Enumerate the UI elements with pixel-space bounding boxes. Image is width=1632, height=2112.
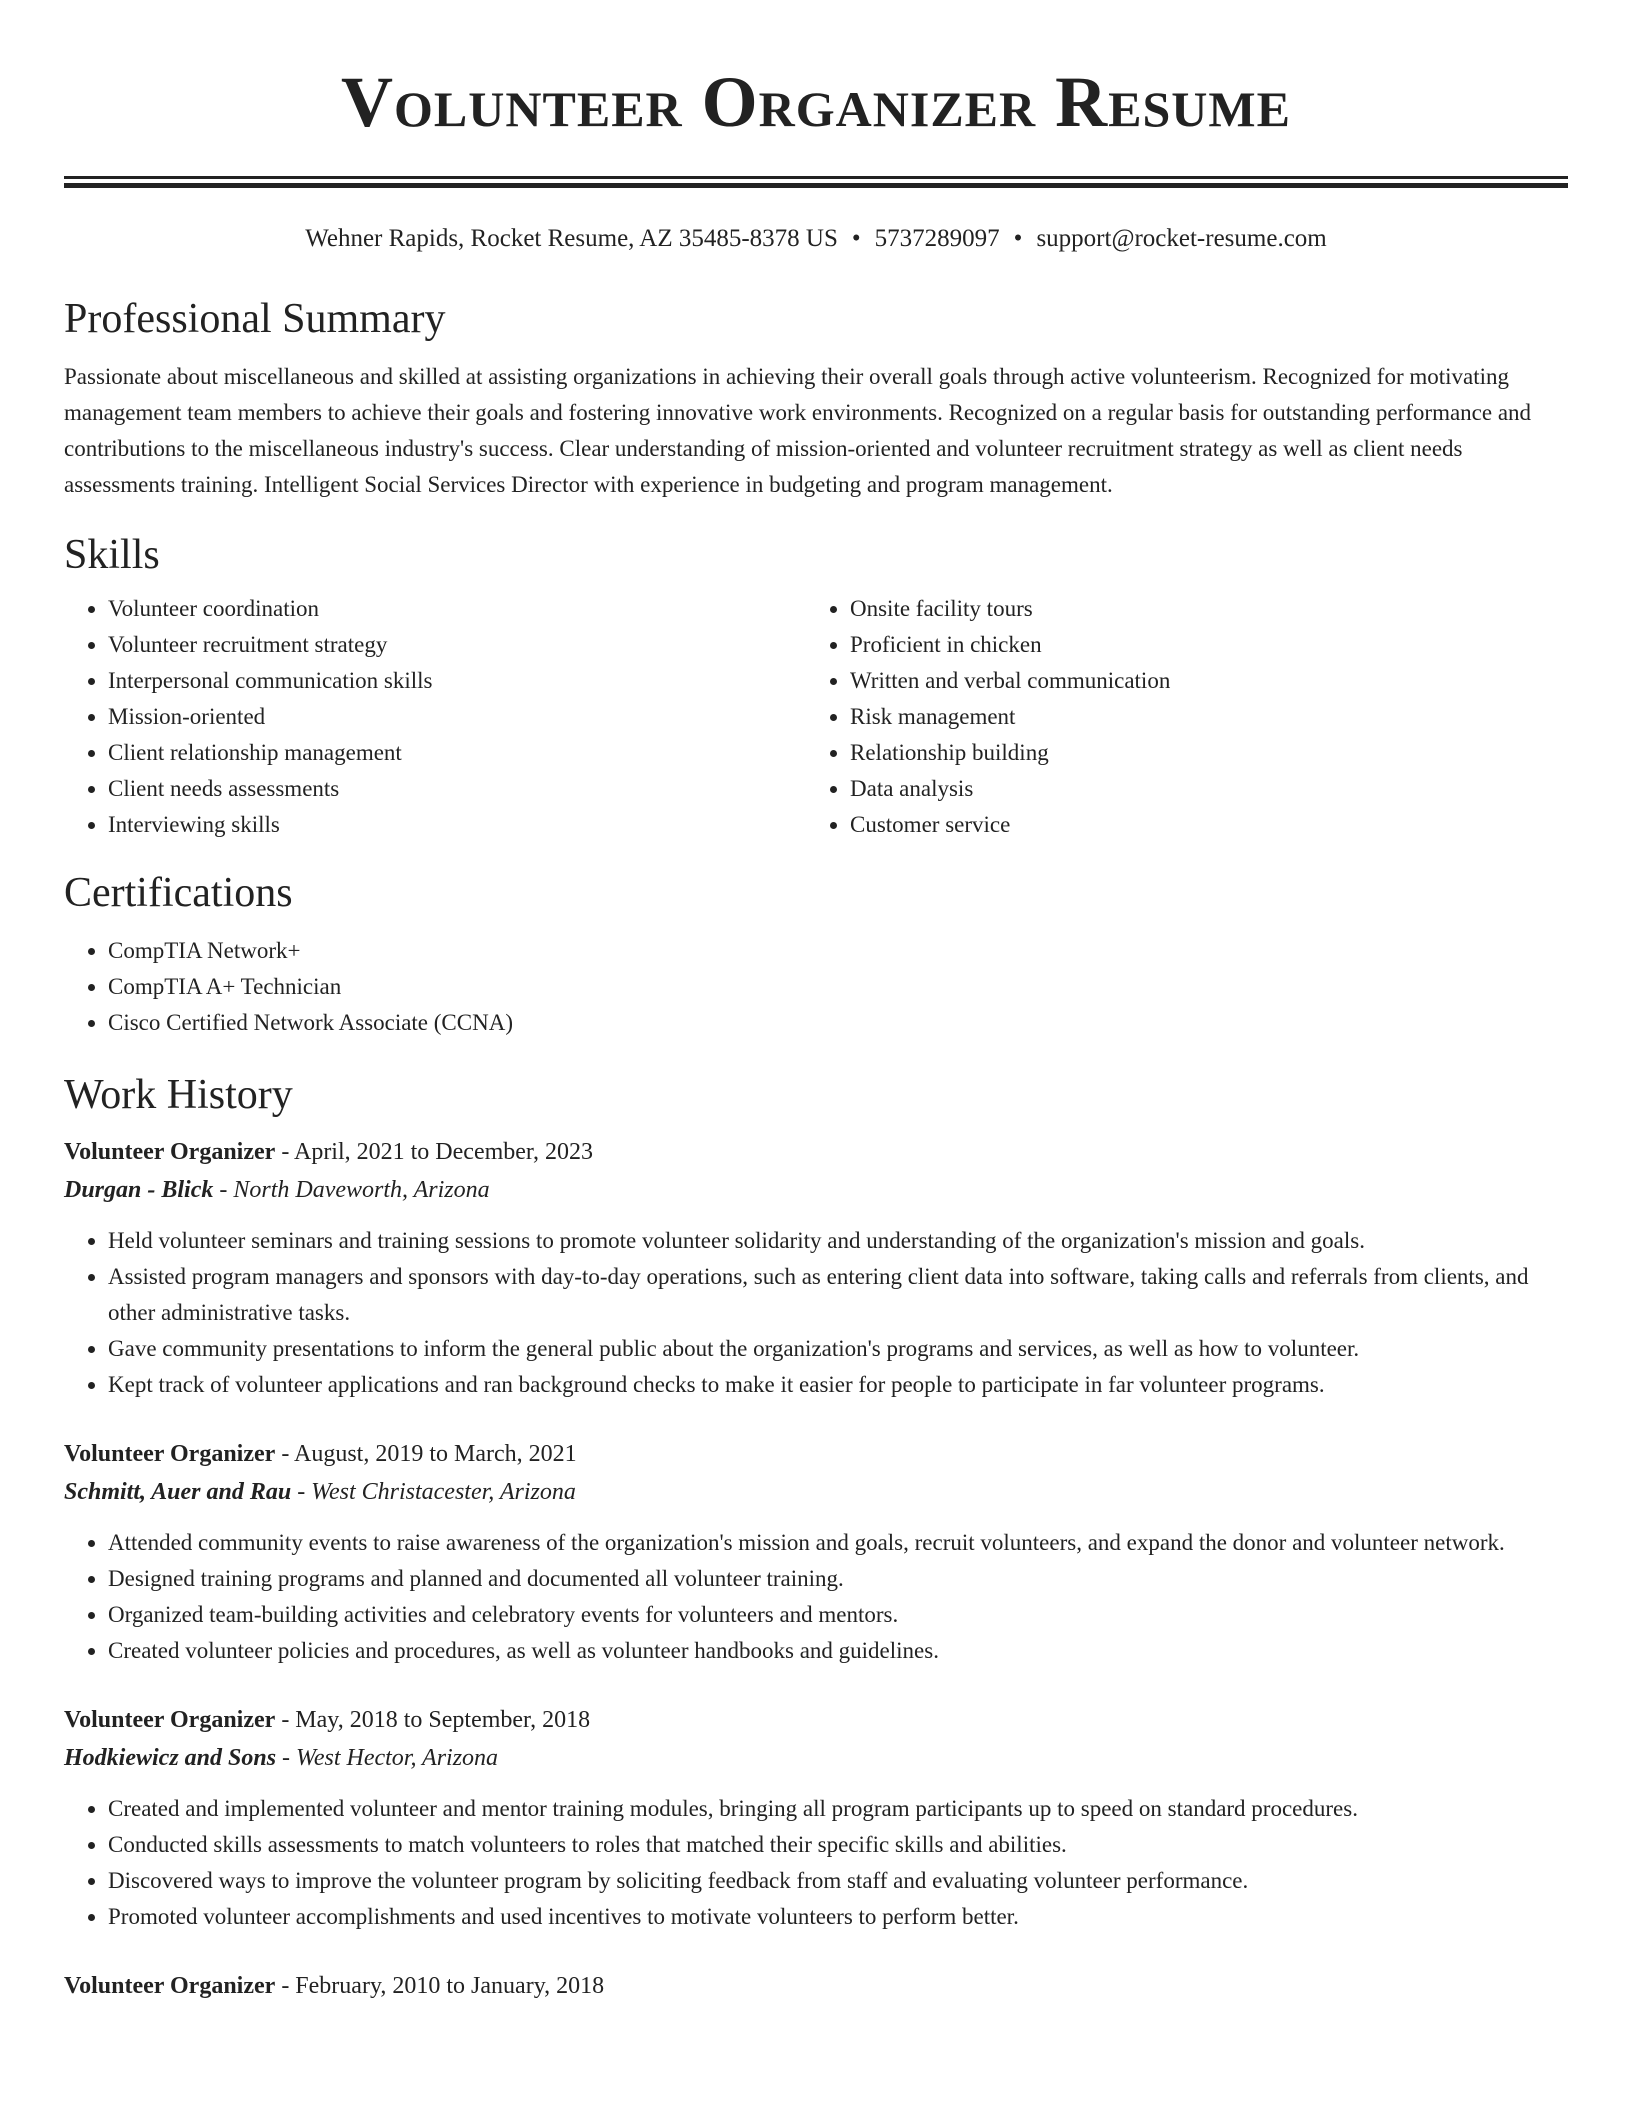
job-dates: - April, 2021 to December, 2023	[275, 1139, 593, 1165]
job-title: Volunteer Organizer	[64, 1441, 276, 1467]
job-header	[64, 1133, 1568, 1171]
skill-item: • Onsite facility tours	[850, 591, 1548, 627]
skill-item: • Client needs assessments	[108, 771, 806, 807]
certifications-heading: Certifications	[64, 870, 293, 916]
skills-section	[64, 529, 1568, 843]
certification-item: • Cisco Certified Network Associate (CCNA)	[108, 1005, 1568, 1041]
skill-item: • Mission-oriented	[108, 699, 806, 735]
title-divider	[64, 176, 1568, 188]
job-bullet: • Created volunteer policies and procedures, as well as volunteer handbooks and guidelines.	[108, 1633, 1568, 1669]
job-header	[64, 1701, 1568, 1739]
certification-item: • CompTIA A+ Technician	[108, 969, 1568, 1005]
contact-separator: •	[1013, 225, 1023, 252]
job-title: Volunteer Organizer	[64, 1707, 276, 1733]
job-bullet: • Organized team-building activities and celebratory events for volunteers and mentors.	[108, 1597, 1568, 1633]
job-company: Schmitt, Auer and Rau	[64, 1479, 292, 1505]
job-bullets	[64, 1223, 1568, 1403]
skill-item: • Customer service	[850, 807, 1548, 843]
job-bullet: • Discovered ways to improve the volunteer program by soliciting feedback from staff and evaluating volunteer performance.	[108, 1863, 1568, 1899]
job-bullet: • Attended community events to raise awareness of the organization's mission and goals, recruit volunteers, and expand the donor and volunteer network.	[108, 1525, 1568, 1561]
skill-item: • Volunteer recruitment strategy	[108, 627, 806, 663]
job-dates: - February, 2010 to January, 2018	[275, 1973, 605, 1999]
summary-section	[64, 293, 1568, 503]
job-title: Volunteer Organizer	[64, 1139, 276, 1165]
job-bullets	[64, 1525, 1568, 1669]
skill-item: • Volunteer coordination	[108, 591, 806, 627]
job-employer	[64, 1473, 1568, 1511]
job-employer	[64, 1739, 1568, 1777]
skills-list-left	[64, 591, 806, 843]
skill-item: • Written and verbal communication	[850, 663, 1548, 699]
certification-item: • CompTIA Network+	[108, 933, 1568, 969]
certifications-list	[64, 933, 1568, 1041]
skills-column-right	[806, 591, 1548, 843]
work-history-section	[64, 1069, 1568, 2005]
job-dates: - August, 2019 to March, 2021	[275, 1441, 577, 1467]
job-entry	[64, 1435, 1568, 1669]
skills-heading: Skills	[64, 532, 160, 578]
job-location: - West Christacester, Arizona	[291, 1479, 576, 1505]
job-bullet: • Conducted skills assessments to match volunteers to roles that matched their specific skills and abilities.	[108, 1827, 1568, 1863]
skill-item: • Risk management	[850, 699, 1548, 735]
job-entry	[64, 1967, 1568, 2005]
skills-columns	[64, 591, 1568, 843]
work-history-heading: Work History	[64, 1072, 293, 1118]
skill-item: • Interpersonal communication skills	[108, 663, 806, 699]
skills-list-right	[806, 591, 1548, 843]
job-company: Durgan - Blick	[64, 1177, 214, 1203]
contact-line	[64, 223, 1568, 255]
contact-phone: 5737289097	[874, 225, 1000, 252]
job-entry	[64, 1133, 1568, 1403]
job-bullets	[64, 1791, 1568, 1935]
job-bullet: • Gave community presentations to inform the general public about the organization's programs and services, as well as how to volunteer.	[108, 1331, 1568, 1367]
job-location: - North Daveworth, Arizona	[213, 1177, 490, 1203]
resume-page	[64, 0, 1568, 2005]
page-title: Volunteer Organizer Resume	[341, 62, 1291, 142]
job-location: - West Hector, Arizona	[276, 1745, 499, 1771]
job-dates: - May, 2018 to September, 2018	[275, 1707, 591, 1733]
job-company: Hodkiewicz and Sons	[64, 1745, 277, 1771]
summary-text: Passionate about miscellaneous and skilled at assisting organizations in achieving their overall goals through active volunteerism. Recognized for motivating management team members to achieve their goals and fostering innovative work environments. Recognized on a regular basis for outstanding performance and contributions to the miscellaneous industry's success. Clear understanding of mission-oriented and volunteer recruitment strategy as well as client needs assessments training. Intelligent Social Services Director with experience in budgeting and program management.	[64, 364, 1532, 497]
job-bullet: • Created and implemented volunteer and mentor training modules, bringing all program participants up to speed on standard procedures.	[108, 1791, 1568, 1827]
job-bullet: • Assisted program managers and sponsors with day-to-day operations, such as entering client data into software, taking calls and referrals from clients, and other administrative tasks.	[108, 1259, 1568, 1331]
job-bullet: • Promoted volunteer accomplishments and used incentives to motivate volunteers to perform better.	[108, 1899, 1568, 1935]
job-employer	[64, 1171, 1568, 1209]
contact-email: support@rocket-resume.com	[1036, 225, 1327, 252]
contact-address: Wehner Rapids, Rocket Resume, AZ 35485-8378 US	[305, 225, 838, 252]
job-bullet: • Held volunteer seminars and training sessions to promote volunteer solidarity and understanding of the organization's mission and goals.	[108, 1223, 1568, 1259]
contact-separator: •	[851, 225, 861, 252]
skill-item: • Interviewing skills	[108, 807, 806, 843]
certifications-section	[64, 867, 1568, 1041]
job-bullet: • Designed training programs and planned and documented all volunteer training.	[108, 1561, 1568, 1597]
skill-item: • Proficient in chicken	[850, 627, 1548, 663]
summary-heading: Professional Summary	[64, 296, 446, 342]
job-header	[64, 1435, 1568, 1473]
job-bullet: • Kept track of volunteer applications and ran background checks to make it easier for people to participate in far volunteer programs.	[108, 1367, 1568, 1403]
skill-item: • Data analysis	[850, 771, 1548, 807]
job-title: Volunteer Organizer	[64, 1973, 276, 1999]
job-entry	[64, 1701, 1568, 1935]
job-header	[64, 1967, 1568, 2005]
skills-column-left	[64, 591, 806, 843]
skill-item: • Client relationship management	[108, 735, 806, 771]
skill-item: • Relationship building	[850, 735, 1548, 771]
